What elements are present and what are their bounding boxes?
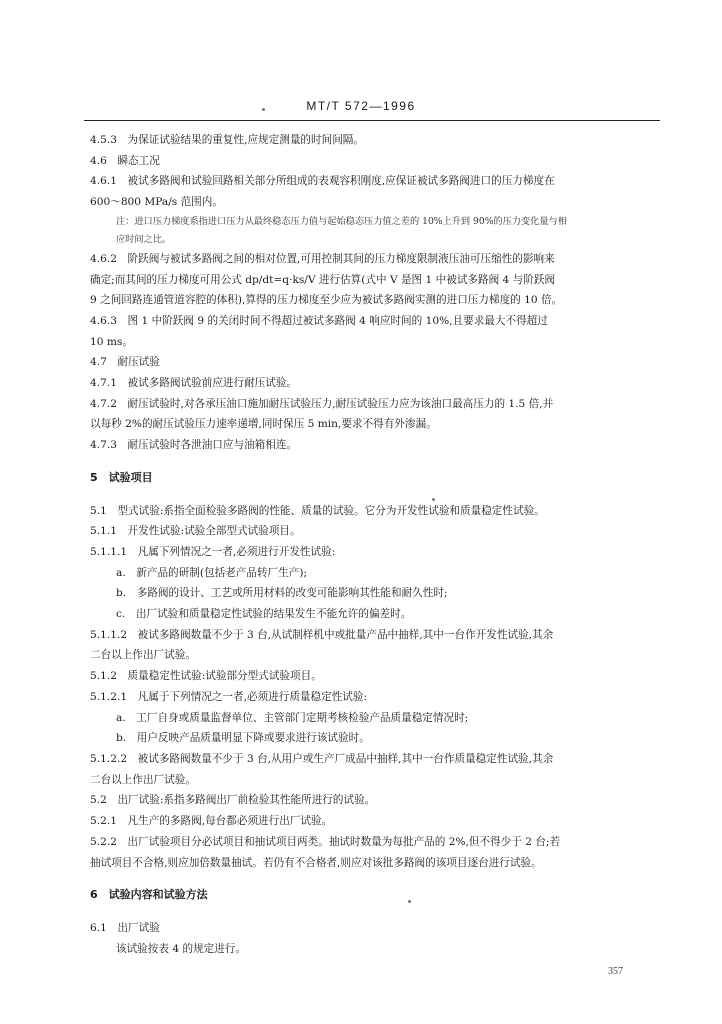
clause-4-5-3: 4.5.3 为保证试验结果的重复性,应规定测量的时间间隔。 <box>90 134 364 146</box>
clause-5-1-1-1: 5.1.1.1 凡属下列情况之一者,必须进行开发性试验: <box>90 545 336 558</box>
clause-5-1-1: 5.1.1 开发性试验:试验全部型式试验项目。 <box>90 525 301 538</box>
note-line: 注：进口压力梯度系指进口压力从最终稳态压力值与起始稳态压力值之差的 10%上升到 90%的压力变化量与相 <box>116 215 567 227</box>
section-6-heading: 6 试验内容和试验方法 <box>90 888 208 902</box>
clause-4-6-heading: 4.6 瞬态工况 <box>90 154 160 167</box>
list-item-a: a. 工厂自身或质量监督单位、主管部门定期考核检验产品质量稳定情况时; <box>116 711 469 724</box>
clause-4-6-1-cont: 600～800 MPa/s 范围内。 <box>90 196 223 209</box>
clause-4-6-1: 4.6.1 被试多路阀和试验回路相关部分所组成的表观容积刚度,应保证被试多路阀进口的压力梯度在 <box>90 175 555 188</box>
clause-5-2: 5.2 出厂试验:系指多路阀出厂前检验其性能所进行的试验。 <box>90 794 376 807</box>
clause-4-7-2: 4.7.2 耐压试验时,对各承压油口施加耐压试验压力,耐压试验压力应为该油口最高压力的 1.5 倍,并 <box>90 397 554 410</box>
clause-5-2-1: 5.2.1 凡生产的多路阀,每台都必须进行出厂试验。 <box>90 815 333 828</box>
note-line-cont: 应时间之比。 <box>116 233 172 245</box>
clause-5-1-1-2-cont: 二台以上作出厂试验。 <box>90 649 196 662</box>
section-5-heading: 5 试验项目 <box>90 470 153 484</box>
spacer <box>90 489 658 501</box>
clause-4-6-3-cont: 10 ms。 <box>90 335 133 348</box>
spacer <box>90 456 658 468</box>
list-item-b: b. 用户反映产品质量明显下降或要求进行该试验时。 <box>116 732 370 745</box>
clause-5-1-2-2: 5.1.2.2 被试多路阀数量不少于 3 台,从用户或生产厂成品中抽样,其中一台作质量稳定性试验,其余 <box>90 752 554 765</box>
clause-4-7-1: 4.7.1 被试多路阀试验前应进行耐压试验。 <box>90 377 298 390</box>
list-item-c: c. 出厂试验和质量稳定性试验的结果发生不能允许的偏差时。 <box>116 608 412 621</box>
spacer <box>90 873 658 885</box>
document-body <box>90 130 658 959</box>
clause-5-1-2: 5.1.2 质量稳定性试验:试验部分型式试验项目。 <box>90 670 322 683</box>
scan-speck <box>408 900 411 903</box>
clause-4-6-2-cont: 确定;而其间的压力梯度可用公式 dp/dt=q·ks/V 进行估算(式中 V 是图 1 中被试多路阀 4 与阶跃阀 <box>90 273 556 286</box>
clause-5-2-2: 5.2.2 出厂试验项目分必试项目和抽试项目两类。抽试时数量为每批产品的 2%,但不得少于 2 台;若 <box>90 835 561 848</box>
scan-speck <box>262 108 265 111</box>
standard-header: MT/T 572—1996 <box>306 99 416 113</box>
clause-4-7-2-cont: 以每秒 2%的耐压试验压力速率递增,同时保压 5 min,要求不得有外渗漏。 <box>90 418 437 431</box>
clause-5-1-1-2: 5.1.1.2 被试多路阀数量不少于 3 台,从试制样机中或批量产品中抽样,其中一台作开发性试验,其余 <box>90 628 554 641</box>
clause-6-1: 6.1 出厂试验 <box>90 921 160 934</box>
clause-5-1: 5.1 型式试验:系指全面检验多路阀的性能、质量的试验。它分为开发性试验和质量稳定性试验。 <box>90 504 545 517</box>
clause-4-7-3: 4.7.3 耐压试验时各泄油口应与油箱相连。 <box>90 439 298 452</box>
clause-5-2-2-cont: 抽试项目不合格,则应加倍数量抽试。若仍有不合格者,则应对该批多路阀的该项目逐台进行试验。 <box>90 856 542 869</box>
clause-5-1-2-1: 5.1.2.1 凡属于下列情况之一者,必须进行质量稳定性试验: <box>90 690 368 703</box>
clause-4-7-heading: 4.7 耐压试验 <box>90 356 160 369</box>
clause-4-6-2-cont: 9 之间回路连通管道容腔的体积),算得的压力梯度至少应为被试多路阀实测的进口压力梯度的 10 倍。 <box>90 294 563 307</box>
header-rule <box>84 120 660 121</box>
clause-4-6-3: 4.6.3 图 1 中阶跃阀 9 的关闭时间不得超过被试多路阀 4 响应时间的 10%,且要求最大不得超过 <box>90 314 548 327</box>
clause-4-6-2: 4.6.2 阶跃阀与被试多路阀之间的相对位置,可用控制其间的压力梯度限制液压油可压缩性的影响来 <box>90 252 555 265</box>
list-item-b: b. 多路阀的设计、工艺或所用材料的改变可能影响其性能和耐久性时; <box>116 587 448 600</box>
list-item-a: a. 新产品的研制(包括老产品转厂生产); <box>116 566 308 579</box>
spacer <box>90 906 658 918</box>
clause-5-1-2-2-cont: 二台以上作出厂试验。 <box>90 773 196 786</box>
clause-6-1-text: 该试验按表 4 的规定进行。 <box>116 942 247 955</box>
scan-speck <box>432 498 435 501</box>
page-number: 357 <box>608 966 623 977</box>
